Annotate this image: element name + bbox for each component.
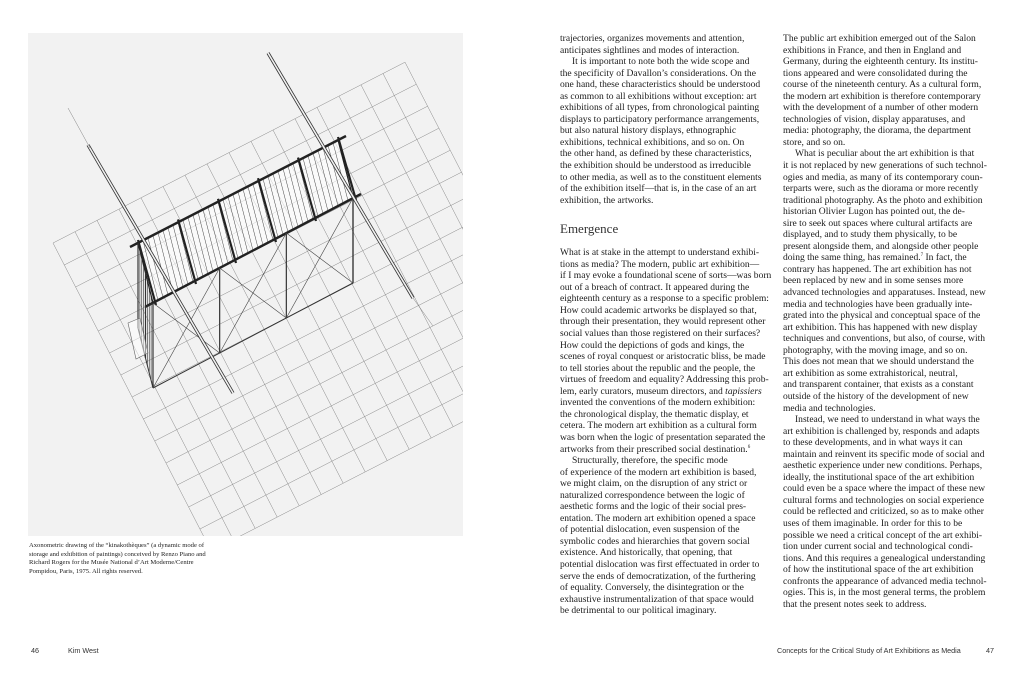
text-line: displayed, and to study them physically, to be xyxy=(783,229,958,241)
grid-line xyxy=(155,260,463,441)
text-span: In fact, the xyxy=(923,252,967,264)
axonometric-drawing-illustration xyxy=(28,33,463,536)
caption-line: storage and exhibition of paintings) conceived by Renzo Piano and xyxy=(29,550,206,558)
text-line: media and technologies have been gradually inte- xyxy=(783,298,973,310)
text-line: to tell stories about the republic and the people, the xyxy=(560,362,756,374)
text-line: How could the depictions of gods and kings, the xyxy=(560,339,745,351)
text-line: aesthetic experience under new conditions. Perhaps, xyxy=(783,460,983,472)
text-line: exhibitions of all types, from chronological painting xyxy=(560,102,760,114)
running-head-right: Concepts for the Critical Study of Art Exhibitions as Media xyxy=(777,646,961,655)
paragraph xyxy=(783,33,1005,148)
text-line: as common to all exhibitions without exception: art xyxy=(560,90,757,102)
grid-line xyxy=(200,348,463,529)
text-line: of the exhibition itself—that is, in the case of an art xyxy=(560,183,757,195)
text-line: out of a breach of contract. It appeared during the xyxy=(560,281,750,293)
text-line: it is not replaced by new generations of such technol- xyxy=(783,160,987,172)
text-line: anticipates sightlines and modes of interaction. xyxy=(560,44,740,56)
text-line: but also natural history displays, ethnographic xyxy=(560,125,737,137)
figure-axonometric-drawing xyxy=(28,33,463,536)
text-line: the specificity of Davallon’s considerations. On the xyxy=(560,67,756,79)
text-line: traditional photography. As the photo and exhibition xyxy=(783,194,983,206)
text-line: technologies of vision, display apparatuses, and xyxy=(783,113,966,125)
text-line: tions appeared and were consolidated during the xyxy=(783,67,968,79)
text-line: the modern art exhibition is therefore contemporary xyxy=(783,90,981,102)
text-line: of equality. Conversely, the disintegration or the xyxy=(560,582,744,594)
text-line: with the development of a number of other modern xyxy=(783,102,979,114)
text-line: cetera. The modern art exhibition as a cultural form xyxy=(560,420,757,432)
text-line: uses of them imaginable. In order for this to be xyxy=(783,517,963,529)
text-line: that the present notes seek to address. xyxy=(783,598,927,610)
text-line: art exhibition. This has happened with new display xyxy=(783,321,978,333)
text-line: trajectories, organizes movements and attention, xyxy=(560,33,745,44)
paragraph-continued xyxy=(560,397,782,443)
text-line xyxy=(560,444,782,456)
grid-line xyxy=(405,62,463,370)
caption-line: Richard Rogers for the Musée National d’Art Moderne/Centre xyxy=(29,559,194,566)
paragraph-continued xyxy=(783,264,1005,414)
paragraph xyxy=(560,455,782,617)
text-line xyxy=(783,252,1005,264)
text-line: techniques and conventions, but also, of course, with xyxy=(783,333,986,345)
paragraph xyxy=(783,148,1005,252)
text-line: exhibition, the artworks. xyxy=(560,194,654,206)
italic-term: tapissiers xyxy=(725,385,762,397)
text-column-1 xyxy=(560,33,782,617)
text-span: artworks from their prescribed social destination. xyxy=(560,443,748,455)
axis-line xyxy=(68,108,90,148)
text-line: social values than those registered on their surfaces? xyxy=(560,328,761,340)
text-line: if I may evoke a foundational scene of sorts—was born xyxy=(560,270,772,282)
text-line xyxy=(560,386,782,398)
text-line: maintain and reinvent its specific mode of social and xyxy=(783,448,985,460)
text-line: one hand, these characteristics should be understood xyxy=(560,79,761,91)
text-line: ogies. This is, in the most general terms, the problem xyxy=(783,587,986,599)
paragraph xyxy=(560,247,782,386)
paragraph xyxy=(783,414,1005,610)
text-line: tion under current social and technological condi- xyxy=(783,541,973,553)
text-line: ogies and media, as many of its contemporary coun- xyxy=(783,171,983,183)
text-line: What is peculiar about the art exhibition is that xyxy=(795,148,975,160)
text-line: of experience of the modern art exhibition is based, xyxy=(560,466,757,478)
caption-line: Axonometric drawing of the “kinakothèques” (a dynamic mode of xyxy=(29,542,205,549)
text-line: to these developments, and in what ways it can xyxy=(783,437,963,449)
text-line: and transparent container, that exists as a constant xyxy=(783,379,974,391)
text-line: It is important to note both the wide scope and xyxy=(572,56,750,68)
text-line: of how the institutional space of the art exhibition xyxy=(783,564,974,576)
text-line: media: photography, the diorama, the department xyxy=(783,125,971,137)
text-line: naturalized correspondence between the logic of xyxy=(560,489,745,501)
grid-line xyxy=(166,282,463,463)
text-line: the exhibition should be understood as irreducible xyxy=(560,160,751,172)
text-span: doing the same thing, has remained. xyxy=(783,252,921,264)
section-heading: Emergence xyxy=(560,221,619,237)
text-line: eighteenth century as a response to a specific problem: xyxy=(560,293,769,305)
text-line: of potential dislocation, even suspension of the xyxy=(560,524,740,536)
text-line: was born when the logic of presentation separated the xyxy=(560,431,766,443)
text-line: scenes of royal conquest or aristocratic bliss, be made xyxy=(560,351,766,363)
text-line: exhaustive instrumentalization of that space would xyxy=(560,593,754,605)
text-line: What is at stake in the attempt to understand exhibi- xyxy=(560,247,760,259)
text-line: media and technologies. xyxy=(783,402,876,414)
text-line: outside of the history of the development of new xyxy=(783,390,969,402)
text-line: could even be a space where the impact of these new xyxy=(783,483,985,495)
text-line: cultural forms and technologies on social experience xyxy=(783,494,984,506)
text-line: contrary has happened. The art exhibition has not xyxy=(783,263,972,275)
text-line: through their presentation, they would represent other xyxy=(560,316,766,328)
text-line: be detrimental to our political imaginary. xyxy=(560,605,717,617)
text-line: Structurally, therefore, the specific mode xyxy=(572,455,728,467)
text-line: possible we need a critical concept of the art exhibi- xyxy=(783,529,983,541)
text-line: terparts were, such as the diorama or more recently xyxy=(783,183,979,195)
text-line: advanced technologies and apparatuses. Instead, new xyxy=(783,287,986,299)
text-line: entation. The modern art exhibition opened a space xyxy=(560,512,756,524)
text-column-2 xyxy=(783,33,1005,610)
grid-line xyxy=(383,74,463,382)
text-line: tions as media? The modern, public art exhibition— xyxy=(560,258,760,270)
text-line: Instead, we need to understand in what ways the xyxy=(795,414,980,426)
text-line: exhibitions, technical exhibitions, and so on. On xyxy=(560,136,745,148)
text-line: existence. And historically, that opening, that xyxy=(560,547,733,559)
page-number-right: 47 xyxy=(986,646,994,655)
text-line: sire to seek out spaces where cultural artifacts are xyxy=(783,217,973,229)
paragraph xyxy=(560,33,782,56)
text-line: ideally, the institutional space of the art exhibition xyxy=(783,471,975,483)
text-line: historian Olivier Lugon has pointed out, the de- xyxy=(783,206,965,218)
text-line: tions. And this requires a genealogical understanding xyxy=(783,552,986,564)
text-line: the other hand, as defined by these characteristics, xyxy=(560,148,752,160)
text-line: symbolic codes and hierarchies that govern social xyxy=(560,535,750,547)
footnote-ref[interactable]: 7 xyxy=(920,253,924,259)
text-line: How could academic artworks be displayed so that, xyxy=(560,304,757,316)
grid-line xyxy=(211,370,463,536)
text-line: The public art exhibition emerged out of the Salon xyxy=(783,33,976,44)
axis-line xyxy=(413,298,433,326)
text-line: aesthetic forms and the logic of their social pres- xyxy=(560,501,747,513)
running-head-left: Kim West xyxy=(68,646,99,655)
text-line: present alongside them, and alongside other people xyxy=(783,240,979,252)
text-line: photography, with the moving image, and so on. xyxy=(783,344,968,356)
text-line: confronts the appearance of advanced media technol- xyxy=(783,575,987,587)
text-line: course of the nineteenth century. As a cultural form, xyxy=(783,79,982,91)
grid-line xyxy=(53,243,211,536)
text-line: the chronological display, the thematic display, et xyxy=(560,408,749,420)
caption-line: Pompidou, Paris, 1975. All rights reserved. xyxy=(29,567,143,575)
text-line: potential dislocation was first effectuated in order to xyxy=(560,558,760,570)
text-line: been replaced by new and in some senses more xyxy=(783,275,964,287)
page-number-left: 46 xyxy=(31,646,39,655)
text-line: invented the conventions of the modern exhibition: xyxy=(560,397,756,409)
text-line: art exhibition is challenged by, responds and adapts xyxy=(783,425,980,437)
text-line: art exhibition as some extrahistorical, neutral, xyxy=(783,367,958,379)
paragraph xyxy=(560,56,782,206)
text-line: to other media, as well as to the constituent elements xyxy=(560,171,762,183)
text-line: displays to participatory performance arrangements, xyxy=(560,113,760,125)
figure-caption xyxy=(29,542,289,576)
text-span: lem, early curators, museum directors, and xyxy=(560,385,726,397)
text-line: exhibitions in France, and then in England and xyxy=(783,44,962,56)
text-line: Germany, during the eighteenth century. Its institu- xyxy=(783,56,978,68)
text-line: we might claim, on the disruption of any strict or xyxy=(560,478,748,490)
text-line: virtues of freedom and equality? Addressing this prob- xyxy=(560,374,769,386)
footnote-ref[interactable]: 6 xyxy=(747,444,751,450)
text-line: store, and so on. xyxy=(783,136,846,148)
text-line: serve the ends of democratization, of the furthering xyxy=(560,570,756,582)
text-line: grated into the physical and conceptual space of the xyxy=(783,310,981,322)
text-line: could be reflected and criticized, so as to make other xyxy=(783,506,984,518)
text-line: This does not mean that we should understand the xyxy=(783,356,974,368)
